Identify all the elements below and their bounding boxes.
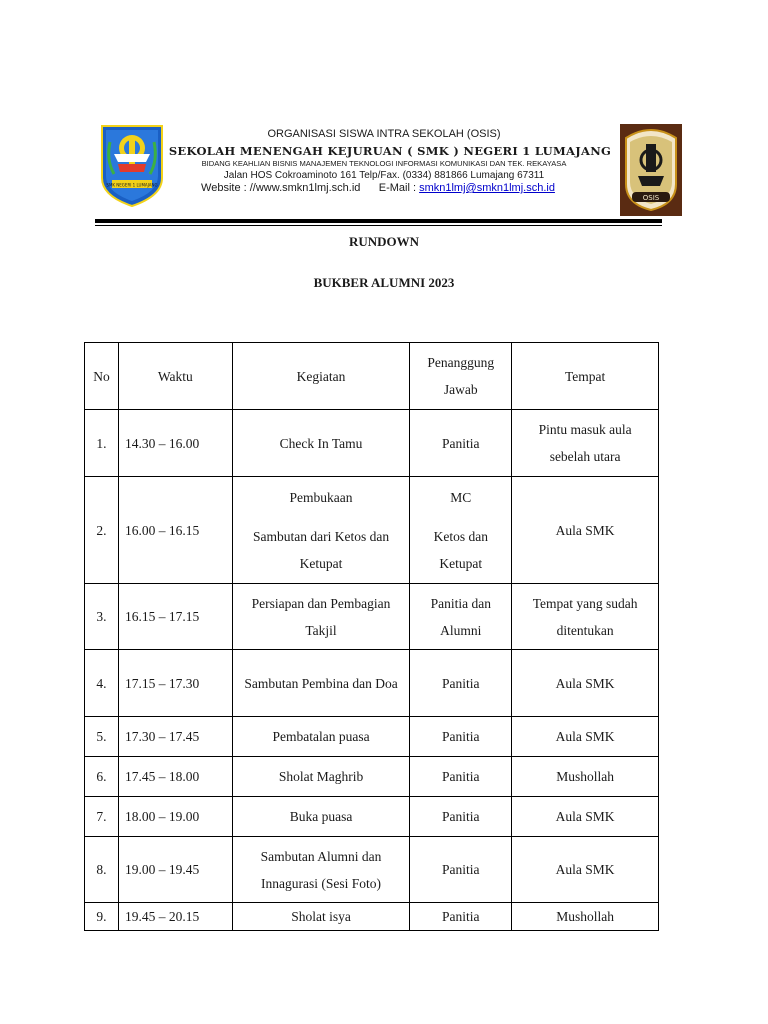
cell-tempat: Aula SMK xyxy=(512,477,659,584)
cell-kegiatan: Sholat Maghrib xyxy=(232,757,410,797)
cell-tempat: Aula SMK xyxy=(512,797,659,837)
cell-kegiatan: Buka puasa xyxy=(232,797,410,837)
cell-no: 4. xyxy=(85,650,119,717)
document-title: RUNDOWN xyxy=(348,234,420,249)
table-row xyxy=(85,584,659,650)
school-name: SEKOLAH MENENGAH KEJURUAN ( SMK ) NEGERI 1 LUMAJANG xyxy=(168,144,612,158)
cell-kegiatan: Check In Tamu xyxy=(232,410,410,477)
cell-pj-line: Ketos dan Ketupat xyxy=(433,528,488,571)
document-subtitle: BUKBER ALUMNI 2023 xyxy=(313,275,455,290)
cell-no: 7. xyxy=(85,797,119,837)
table-row xyxy=(85,903,659,931)
table-row xyxy=(85,477,659,584)
cell-kegiatan: Pembatalan puasa xyxy=(232,717,410,757)
header-divider-thin xyxy=(95,225,662,226)
website-text: Website : //www.smkn1lmj.sch.id xyxy=(201,182,361,194)
school-address: Jalan HOS Cokroaminoto 161 Telp/Fax. (0334) 881866 Lumajang 67311 xyxy=(223,170,545,181)
cell-tempat: Aula SMK xyxy=(512,837,659,903)
cell-pj: Panitia xyxy=(410,903,512,931)
cell-pj: Panitia xyxy=(410,837,512,903)
header-waktu: Waktu xyxy=(118,343,232,410)
cell-pj-line: MC xyxy=(450,489,472,505)
cell-kegiatan xyxy=(232,477,410,584)
cell-kegiatan-line: Sambutan dari Ketos dan Ketupat xyxy=(252,528,390,571)
header-divider-thick xyxy=(95,219,662,223)
cell-tempat: Mushollah xyxy=(512,757,659,797)
cell-pj: Panitia xyxy=(410,650,512,717)
cell-no: 1. xyxy=(85,410,119,477)
cell-kegiatan: Sholat isya xyxy=(232,903,410,931)
cell-tempat: Tempat yang sudah ditentukan xyxy=(512,584,659,650)
header-no: No xyxy=(85,343,119,410)
cell-waktu: 17.45 – 18.00 xyxy=(118,757,232,797)
cell-no: 5. xyxy=(85,717,119,757)
contact-line xyxy=(0,182,762,194)
cell-tempat: Pintu masuk aula sebelah utara xyxy=(512,410,659,477)
cell-waktu: 17.15 – 17.30 xyxy=(118,650,232,717)
header-tempat: Tempat xyxy=(512,343,659,410)
cell-no: 2. xyxy=(85,477,119,584)
cell-kegiatan: Sambutan Pembina dan Doa xyxy=(232,650,410,717)
org-name: ORGANISASI SISWA INTRA SEKOLAH (OSIS) xyxy=(267,128,501,140)
cell-waktu: 16.00 – 16.15 xyxy=(118,477,232,584)
email-link[interactable]: smkn1lmj@smkn1lmj.sch.id xyxy=(419,182,555,194)
cell-tempat: Mushollah xyxy=(512,903,659,931)
cell-pj xyxy=(410,477,512,584)
table-row xyxy=(85,797,659,837)
school-fields: BIDANG KEAHLIAN BISNIS MANAJEMEN TEKNOLOGI INFORMASI KOMUNIKASI DAN TEK. REKAYASA xyxy=(201,159,567,168)
table-row xyxy=(85,837,659,903)
table-row xyxy=(85,757,659,797)
cell-waktu: 19.00 – 19.45 xyxy=(118,837,232,903)
cell-tempat: Aula SMK xyxy=(512,650,659,717)
school-logo-caption: SMK NEGERI 1 LUMAJANG xyxy=(106,182,158,188)
cell-kegiatan: Persiapan dan Pembagian Takjil xyxy=(232,584,410,650)
cell-tempat: Aula SMK xyxy=(512,717,659,757)
table-row xyxy=(85,410,659,477)
cell-pj: Panitia xyxy=(410,757,512,797)
cell-pj: Panitia xyxy=(410,797,512,837)
cell-waktu: 16.15 – 17.15 xyxy=(118,584,232,650)
header-penanggung-jawab: Penanggung Jawab xyxy=(410,343,512,410)
cell-kegiatan-line: Pembukaan xyxy=(289,489,353,505)
table-row xyxy=(85,717,659,757)
cell-waktu: 17.30 – 17.45 xyxy=(118,717,232,757)
header-kegiatan: Kegiatan xyxy=(232,343,410,410)
rundown-table xyxy=(84,342,659,931)
cell-waktu: 18.00 – 19.00 xyxy=(118,797,232,837)
cell-pj: Panitia xyxy=(410,410,512,477)
cell-no: 3. xyxy=(85,584,119,650)
email-label: E-Mail : xyxy=(378,182,417,194)
cell-waktu: 14.30 – 16.00 xyxy=(118,410,232,477)
cell-no: 9. xyxy=(85,903,119,931)
cell-no: 6. xyxy=(85,757,119,797)
cell-pj: Panitia dan Alumni xyxy=(410,584,512,650)
table-row xyxy=(85,650,659,717)
cell-kegiatan: Sambutan Alumni dan Innagurasi (Sesi Foto) xyxy=(232,837,410,903)
cell-no: 8. xyxy=(85,837,119,903)
cell-pj: Panitia xyxy=(410,717,512,757)
osis-logo-caption: OSIS xyxy=(642,194,660,202)
cell-waktu: 19.45 – 20.15 xyxy=(118,903,232,931)
table-header-row xyxy=(85,343,659,410)
